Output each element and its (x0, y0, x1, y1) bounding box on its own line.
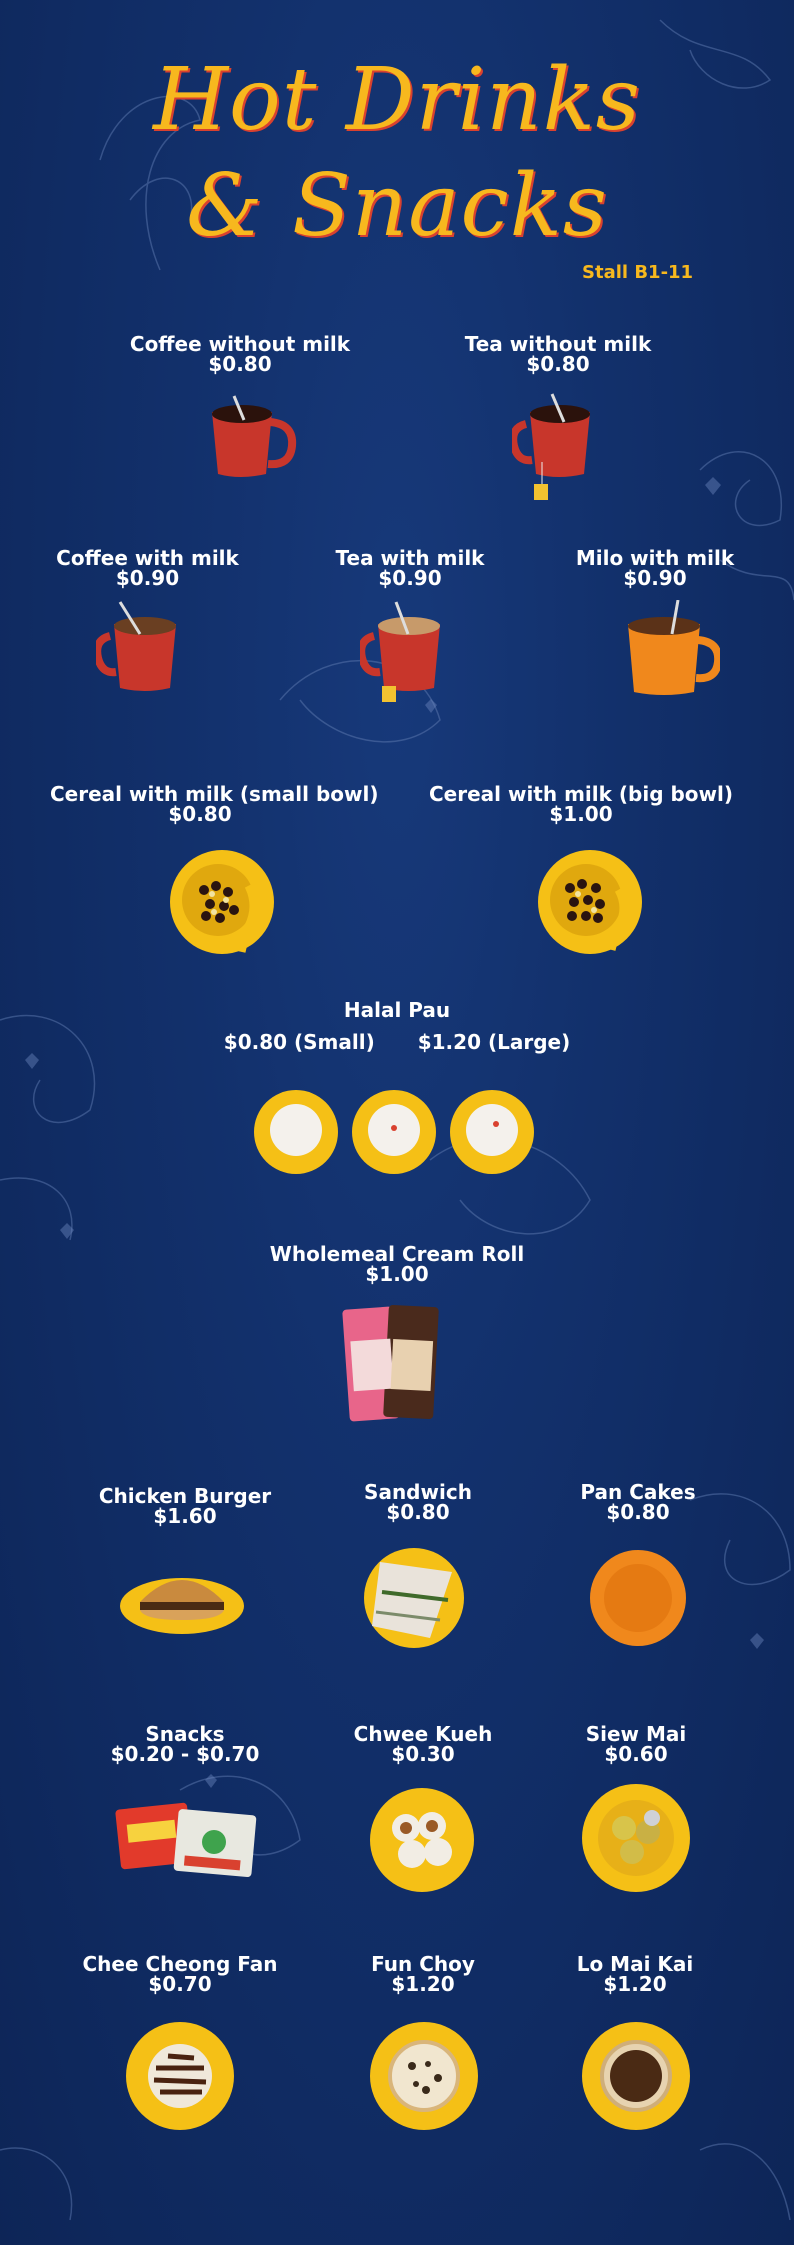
item-price: $0.80 (168, 802, 232, 826)
item-price: $1.60 (153, 1504, 217, 1528)
item-name: Siew Mai (585, 1722, 687, 1746)
item-price: $0.80 (606, 1500, 670, 1524)
black-coffee-mug-icon (200, 392, 300, 482)
menu-item-cereal-small-bowl (50, 782, 379, 826)
item-name: Fun Choy (371, 1952, 475, 1976)
menu-item-cereal-big-bowl (425, 784, 737, 824)
cream-roll-packs-icon (342, 1300, 444, 1426)
item-price: $1.00 (549, 802, 613, 826)
menu-item-chicken-burger (85, 1486, 285, 1526)
cereal-bowl-big-icon (534, 846, 646, 958)
menu-item-fun-choy (323, 1954, 523, 1994)
menu-item-chee-cheong-fan (60, 1954, 300, 1994)
item-price: $1.20 (603, 1972, 667, 1996)
snack-packets-icon (114, 1796, 258, 1880)
menu-item-snacks (85, 1724, 285, 1764)
item-name: Pan Cakes (580, 1480, 696, 1504)
pan-cakes-icon (588, 1548, 688, 1648)
menu-item-tea-with-milk (300, 548, 520, 588)
item-name: Chicken Burger (98, 1484, 272, 1508)
menu-item-coffee-with-milk (35, 548, 260, 588)
item-price: $0.90 (623, 566, 687, 590)
menu-item-lo-mai-kai (535, 1954, 735, 1994)
item-name: Chee Cheong Fan (82, 1952, 278, 1976)
item-name: Sandwich (364, 1480, 472, 1504)
pau-plates-icon (250, 1088, 540, 1178)
halal-pau-name: Halal Pau (343, 998, 451, 1022)
stall-label: Stall B1-11 (582, 262, 694, 283)
fun-choy-icon (368, 2020, 480, 2132)
lo-mai-kai-icon (580, 2020, 692, 2132)
item-price: $0.80 (208, 352, 272, 376)
item-name: Chwee Kueh (353, 1722, 493, 1746)
item-price: $0.90 (115, 566, 180, 590)
item-name: Coffee without milk (129, 332, 351, 356)
black-tea-mug-icon (512, 392, 612, 507)
pau-price-small: $0.80 (Small) (223, 1030, 375, 1054)
item-price: $0.30 (391, 1742, 455, 1766)
chicken-burger-icon (118, 1558, 246, 1638)
item-price: $0.60 (604, 1742, 668, 1766)
item-name: Snacks (145, 1722, 225, 1746)
item-price: $0.90 (378, 566, 442, 590)
menu-item-siew-mai (536, 1724, 736, 1764)
menu-item-tea-without-milk (418, 334, 698, 374)
item-name: Wholemeal Cream Roll (269, 1242, 525, 1266)
menu-item-sandwich (318, 1482, 518, 1522)
title-line-1: Hot Drinks (153, 50, 641, 150)
menu-item-coffee-without-milk (100, 334, 380, 374)
item-price: $0.80 (526, 352, 590, 376)
item-price: $0.80 (386, 1500, 450, 1524)
item-price: $0.70 (148, 1972, 212, 1996)
menu-item-milo-with-milk (550, 548, 760, 588)
pau-price-large: $1.20 (Large) (417, 1030, 571, 1054)
title-line-2: & Snacks (186, 156, 608, 256)
menu-item-wholemeal-cream-roll (247, 1244, 547, 1284)
milk-coffee-mug-icon (96, 600, 191, 695)
item-name: Coffee with milk (56, 546, 239, 570)
item-name: Tea with milk (335, 546, 485, 570)
sandwich-icon (360, 1542, 468, 1650)
item-price: $1.00 (365, 1262, 429, 1286)
siew-mai-icon (580, 1782, 692, 1894)
item-name: Cereal with milk (small bowl) (50, 782, 379, 806)
milk-tea-mug-icon (360, 600, 460, 715)
item-name: Cereal with milk (big bowl) (428, 782, 733, 806)
item-price: $1.20 (391, 1972, 455, 1996)
chwee-kueh-icon (368, 1786, 476, 1894)
halal-pau-prices (0, 1030, 794, 1054)
item-name: Milo with milk (575, 546, 735, 570)
item-price: $0.20 - $0.70 (110, 1742, 260, 1766)
milo-mug-icon (620, 600, 720, 700)
menu-item-pan-cakes (538, 1482, 738, 1522)
cereal-bowl-small-icon (166, 846, 278, 958)
item-name: Tea without milk (464, 332, 652, 356)
menu-item-chwee-kueh (323, 1724, 523, 1764)
chee-cheong-fan-icon (124, 2020, 236, 2132)
item-name: Lo Mai Kai (576, 1952, 694, 1976)
